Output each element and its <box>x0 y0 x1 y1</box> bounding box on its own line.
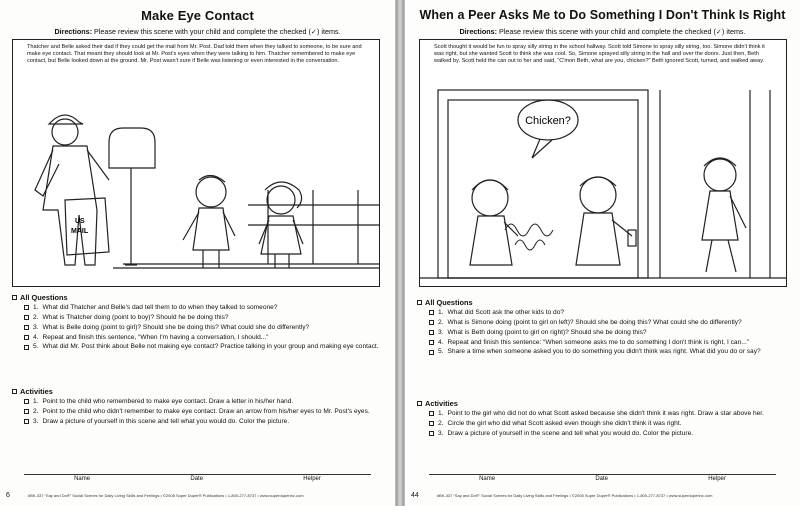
checkbox-icon[interactable] <box>429 340 434 345</box>
question-item <box>12 334 385 342</box>
question-item <box>12 314 385 322</box>
signature-line <box>429 474 776 475</box>
question-item <box>12 343 385 351</box>
mailbag-label-us: US <box>75 218 85 225</box>
question-number: 4. <box>438 338 444 346</box>
scene-illustration <box>12 39 380 287</box>
checkbox-icon[interactable] <box>24 399 29 404</box>
question-item <box>417 319 790 327</box>
page-title: When a Peer Asks Me to Do Something I Don't Think Is Right <box>419 8 786 22</box>
question-number: 2. <box>438 318 444 326</box>
directions <box>0 27 395 36</box>
checkbox-icon[interactable] <box>429 431 434 436</box>
question-number: 4. <box>33 333 39 341</box>
all-questions-label: All Questions <box>20 293 68 302</box>
question-item <box>12 304 385 312</box>
question-text: Repeat and finish this sentence: “When someone asks me to do something I don't think is right, I can...” <box>447 338 749 346</box>
question-number: 1. <box>438 309 444 317</box>
signature-date-label: Date <box>190 476 203 482</box>
activity-number: 3. <box>438 429 444 437</box>
question-text: What is Thatcher doing (point to boy)? Should he be doing this? <box>42 313 229 321</box>
question-text: Share a time when someone asked you to do something you didn't think was right. What did you do or say? <box>447 348 761 356</box>
directions-text: Please review this scene with your child and complete the checked (✓) items. <box>499 27 746 36</box>
activity-item <box>12 398 385 406</box>
all-questions-section <box>417 298 790 356</box>
question-number: 1. <box>33 304 39 312</box>
activity-item <box>12 408 385 416</box>
activity-text: Point to the child who didn't remember to make eye contact. Draw an arrow from his/her eyes to Mr. Post's eyes. <box>42 407 370 415</box>
question-text: Repeat and finish this sentence, “When I'm having a conversation, I should...” <box>42 333 269 341</box>
question-item <box>417 329 790 337</box>
book-gutter <box>396 0 404 506</box>
scene-story-text: Scott thought it would be fun to spray silly string in the school hallway. Scott told Simone to spray silly string, too. Simone didn't think it was right, but she wanted Scott to think she was cool. So, Simone sprayed silly string in the hall and over the doors. Just then, Beth walked by. Scott held the can out to her and said, “C'mon Beth, what are you, chicken?” Beth ignored Scott, turned, and walked away. <box>434 44 765 65</box>
signature-helper-label: Helper <box>708 476 726 482</box>
activity-number: 1. <box>33 398 39 406</box>
activities-section <box>417 399 790 437</box>
question-number: 2. <box>33 313 39 321</box>
question-text: What is Simone doing (point to girl on left)? Should she be doing this? What could she do differently? <box>447 318 742 326</box>
activity-item <box>12 418 385 426</box>
signature-name-label: Name <box>74 476 91 482</box>
question-number: 5. <box>438 348 444 356</box>
checkbox-icon[interactable] <box>429 350 434 355</box>
footer-credit: #BK-337 “Say and Do®” Social Scenes for Daily Living Skills and Feelings • ©2008 Super Duper® Publications • 1-800-277-8737 • www.superduperinc.com <box>27 493 304 498</box>
mailman-scene-drawing <box>13 40 380 287</box>
all-questions-heading <box>12 293 385 302</box>
checkbox-icon[interactable] <box>429 330 434 335</box>
activities-heading <box>417 399 790 408</box>
activity-item <box>417 430 790 438</box>
question-item <box>417 348 790 356</box>
activities-section <box>12 387 385 425</box>
activity-text: Draw a picture of yourself in the scene and tell what you would do. Color the picture. <box>447 429 694 437</box>
checkbox-icon[interactable] <box>24 335 29 340</box>
signature-name-label: Name <box>479 476 496 482</box>
signature-line <box>24 474 371 475</box>
all-questions-heading <box>417 298 790 307</box>
question-text: What did Thatcher and Belle's dad tell them to do when they talked to someone? <box>42 304 278 312</box>
activity-text: Circle the girl who did what Scott asked even though she didn't think it was right. <box>447 419 682 427</box>
directions-label: Directions: <box>54 27 92 36</box>
checkbox-icon[interactable] <box>417 401 422 406</box>
question-text: What is Beth doing (point to girl on right)? Should she be doing this? <box>447 328 647 336</box>
checkbox-icon[interactable] <box>24 419 29 424</box>
page-footer <box>6 492 387 499</box>
directions-label: Directions: <box>459 27 497 36</box>
checkbox-icon[interactable] <box>429 411 434 416</box>
checkbox-icon[interactable] <box>429 310 434 315</box>
footer-credit: #BK-337 “Say and Do®” Social Scenes for Daily Living Skills and Feelings • ©2008 Super Duper® Publications • 1-800-277-8737 • www.superduperinc.com <box>436 493 713 498</box>
directions <box>405 27 800 36</box>
question-item <box>12 324 385 332</box>
scene-story-text: Thatcher and Belle asked their dad if they could get the mail from Mr. Post. Dad told them when they talked to someone, to be sure and make eye contact. That meant they should look at Mr. Post's eyes when they were talking to him. Thatcher remembered to make eye contact, but Belle looked down at the ground. Mr. Post wasn't sure if Belle was listening or even interested in the conversation. <box>27 44 362 65</box>
page-number: 6 <box>6 492 10 499</box>
question-number: 3. <box>33 323 39 331</box>
activity-number: 2. <box>438 419 444 427</box>
checkbox-icon[interactable] <box>429 421 434 426</box>
activity-number: 1. <box>438 410 444 418</box>
hallway-scene-drawing <box>420 40 787 287</box>
all-questions-section <box>12 293 385 351</box>
activity-number: 2. <box>33 407 39 415</box>
checkbox-icon[interactable] <box>24 305 29 310</box>
checkbox-icon[interactable] <box>12 295 17 300</box>
activity-text: Point to the child who remembered to make eye contact. Draw a letter in his/her hand. <box>42 398 294 406</box>
activities-heading <box>12 387 385 396</box>
checkbox-icon[interactable] <box>12 389 17 394</box>
question-item <box>417 339 790 347</box>
activity-item <box>417 410 790 418</box>
page-footer <box>411 492 792 499</box>
question-text: What did Mr. Post think about Belle not making eye contact? Practice talking in your group and making eye contact. <box>42 343 379 351</box>
left-page <box>0 0 396 506</box>
activity-number: 3. <box>33 417 39 425</box>
right-page <box>404 0 800 506</box>
directions-text: Please review this scene with your child and complete the checked (✓) items. <box>94 27 341 36</box>
signature-helper-label: Helper <box>303 476 321 482</box>
checkbox-icon[interactable] <box>417 300 422 305</box>
question-number: 3. <box>438 328 444 336</box>
activity-text: Draw a picture of yourself in this scene and tell what you would do. Color the picture. <box>42 417 290 425</box>
checkbox-icon[interactable] <box>429 320 434 325</box>
page-number: 44 <box>411 492 419 499</box>
checkbox-icon[interactable] <box>24 325 29 330</box>
speech-bubble-text: Chicken? <box>525 115 571 127</box>
page-title: Make Eye Contact <box>141 8 254 23</box>
question-number: 5. <box>33 343 39 351</box>
question-text: What did Scott ask the other kids to do? <box>447 309 565 317</box>
scene-illustration <box>419 39 787 287</box>
question-text: What is Belle doing (point to girl)? Should she be doing this? What could she do differently? <box>42 323 310 331</box>
all-questions-label: All Questions <box>425 298 473 307</box>
signature-labels <box>429 476 776 482</box>
signature-date-label: Date <box>595 476 608 482</box>
activity-item <box>417 420 790 428</box>
mailbag-label-mail: MAIL <box>71 228 89 235</box>
activities-label: Activities <box>20 387 53 396</box>
activity-text: Point to the girl who did not do what Scott asked because she didn't think it was right. Draw a star above her. <box>447 410 764 418</box>
signature-labels <box>24 476 371 482</box>
checkbox-icon[interactable] <box>24 409 29 414</box>
checkbox-icon[interactable] <box>24 345 29 350</box>
activities-label: Activities <box>425 399 458 408</box>
checkbox-icon[interactable] <box>24 315 29 320</box>
question-item <box>417 309 790 317</box>
